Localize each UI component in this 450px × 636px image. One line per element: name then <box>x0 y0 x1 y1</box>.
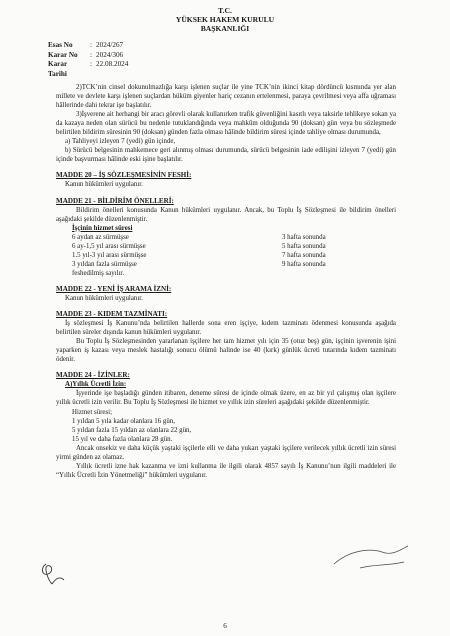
article-20-title: MADDE 20 – İŞ SÖZLEŞMESİNİN FESHİ: <box>56 171 192 180</box>
meta-value: 22.08.2024 <box>96 60 129 68</box>
article-22-title: MADDE 22 - YENİ İŞ ARAMA İZNİ: <box>56 284 172 293</box>
meta-row: Karar Tarihi : 22.08.2024 <box>48 60 129 78</box>
notice-value: 9 hafta sonunda <box>282 260 326 268</box>
article-24-title: MADDE 24 - İZİNLER: <box>56 371 130 380</box>
notice-table-header: İşçinin hizmet süresi <box>72 224 133 232</box>
paragraph: 3)İşverene ait herhangi bir aracı görevli olarak kullanırken trafik güvenliğini kasıtlı veya taksirle tehlikeye sokan ya da kazaya neden olan sürücü bu nedenle tutuklandığında veya mahkûm olduğunda 90 (doksan) gün veya bu sözleşmede belirtilen bildirim süresinin 90 (doksan) günden fazla olması hâlinde bildirim süresi içinde tahliye olması durumunda, <box>56 111 396 137</box>
notice-footer: feshedilmiş sayılır. <box>72 269 125 277</box>
durations-label: Hizmet süresi; <box>72 408 112 416</box>
meta-row: Esas No : 2024/267 <box>48 41 124 49</box>
paragraph: İş sözleşmesi İş Kanunu’nda belirtilen hallerde sona eren işçiye, kıdem tazminatı ödenmesi konusunda aşağıda belirtilen süreler dışında kanun hükümleri uygulanır. <box>56 320 396 337</box>
notice-value: 5 hafta sonunda <box>282 242 326 250</box>
paragraph: Bildirim önelleri konusunda Kanun hükümleri uygulanır. Ancak, bu Toplu İş Sözleşmesi ile bildirim önelleri aşağıdaki şekilde düzenlenmiştir. <box>56 206 396 223</box>
handwritten-annotation <box>330 544 410 572</box>
meta-value: 2024/267 <box>96 41 124 49</box>
header-line-presidency: BAŞKANLIĞI <box>200 24 250 33</box>
notice-value: 7 hafta sonunda <box>282 251 326 259</box>
meta-label: Esas No <box>48 41 73 49</box>
meta-value: 2024/306 <box>96 50 124 59</box>
paragraph: Yıllık ücretli izne hak kazanma ve izni kullanma ile ilgili olarak 4857 sayılı İş Kanunu’nun ilgili maddeleri ile “Yıllık Ücretli İzin Yönetmeliği” hükümleri uygulanır. <box>56 462 396 479</box>
notice-table <box>72 233 396 269</box>
annual-leave-subtitle: A)Yıllık Ücretli İzin: <box>65 381 127 389</box>
meta-row: Karar No : 2024/306 <box>48 50 124 59</box>
notice-value: 3 hafta sonunda <box>282 233 326 241</box>
paragraph: Kanun hükümleri uygulanır. <box>65 294 143 302</box>
document-header <box>0 6 450 33</box>
duration-item: 15 yıl ve daha fazla olanlara 28 gün. <box>72 435 173 443</box>
case-meta <box>48 41 128 79</box>
signature-mark <box>38 560 66 586</box>
notice-period: 6 ay-1,5 yıl arası sürmüşse <box>72 242 146 250</box>
paragraph: a) Tahliyeyi izleyen 7 (yedi) gün içinde, <box>65 138 176 146</box>
paragraph: Bu Toplu İş Sözleşmesinden yararlanan işçilere her tam hizmet yılı için 35 (otuz beş) gün, işçinin işverenin işini yaparken iş kazası veya meslek hastalığı sonucu ölümü halinde ise 40 (kırk) günlük ücreti tutarında kıdem tazminatı ödenir. <box>56 338 396 364</box>
paragraph: b) Sürücü belgesinin mahkemece geri alınmış olması durumunda, sürücü belgesinin iade edilişini izleyen 7 (yedi) gün içinde başvurması hâlinde eski işine başlatılır. <box>56 147 396 164</box>
duration-item: 1 yıldan 5 yıla kadar olanlara 16 gün, <box>72 417 175 425</box>
paragraph: Ancak onsekiz ve daha küçük yaştaki işçilerle elli ve daha yukarı yaştaki işçilere verilecek yıllık ücretli izin süresi yirmi günden az olamaz. <box>56 444 396 461</box>
notice-period: 6 aydan az sürmüşse <box>72 233 129 241</box>
article-23-title: MADDE 23 - KIDEM TAZMİNATI: <box>56 310 168 319</box>
meta-label: Karar Tarihi <box>48 60 68 78</box>
paragraph: 2)TCK’nin cinsel dokunulmazlığa karşı işlenen suçlar ile yine TCK’nin ikinci kitap dördüncü kısmında yer alan millete ve devlete karşı işlenen suçlardan hüküm giyenler hariç cezanın ertelenmesi, paraya çevrilmesi veya affa uğraması hâllerinde dahi tekrar işe başlatılır. <box>56 84 396 110</box>
article-21-title: MADDE 21 - BİLDİRİM ÖNELLERİ: <box>56 196 174 205</box>
header-line-tc: T.C. <box>218 6 232 15</box>
notice-period: 1.5 yıl-3 yıl arası sürmüşse <box>72 251 147 259</box>
meta-label: Karar No <box>48 50 78 59</box>
page-number: 6 <box>223 622 227 630</box>
duration-item: 5 yıldan fazla 15 yıldan az olanlara 22 gün, <box>72 426 192 434</box>
header-line-institution: YÜKSEK HAKEM KURULU <box>175 15 275 24</box>
paragraph: Kanun hükümleri uygulanır. <box>65 181 143 189</box>
paragraph: İşyerinde işe başladığı günden itibaren, deneme süresi de içinde olmak üzere, en az bir yıl çalışmış olan işçilere yıllık ücretli izin verilir. Bu Toplu İş Sözleşmesi ile hizmet ve yıllık izin süreleri aşağıdaki şekilde düzenlenmiştir. <box>56 390 396 407</box>
document-body <box>56 83 396 480</box>
notice-period: 3 yıldan fazla sürmüşse <box>72 260 137 268</box>
